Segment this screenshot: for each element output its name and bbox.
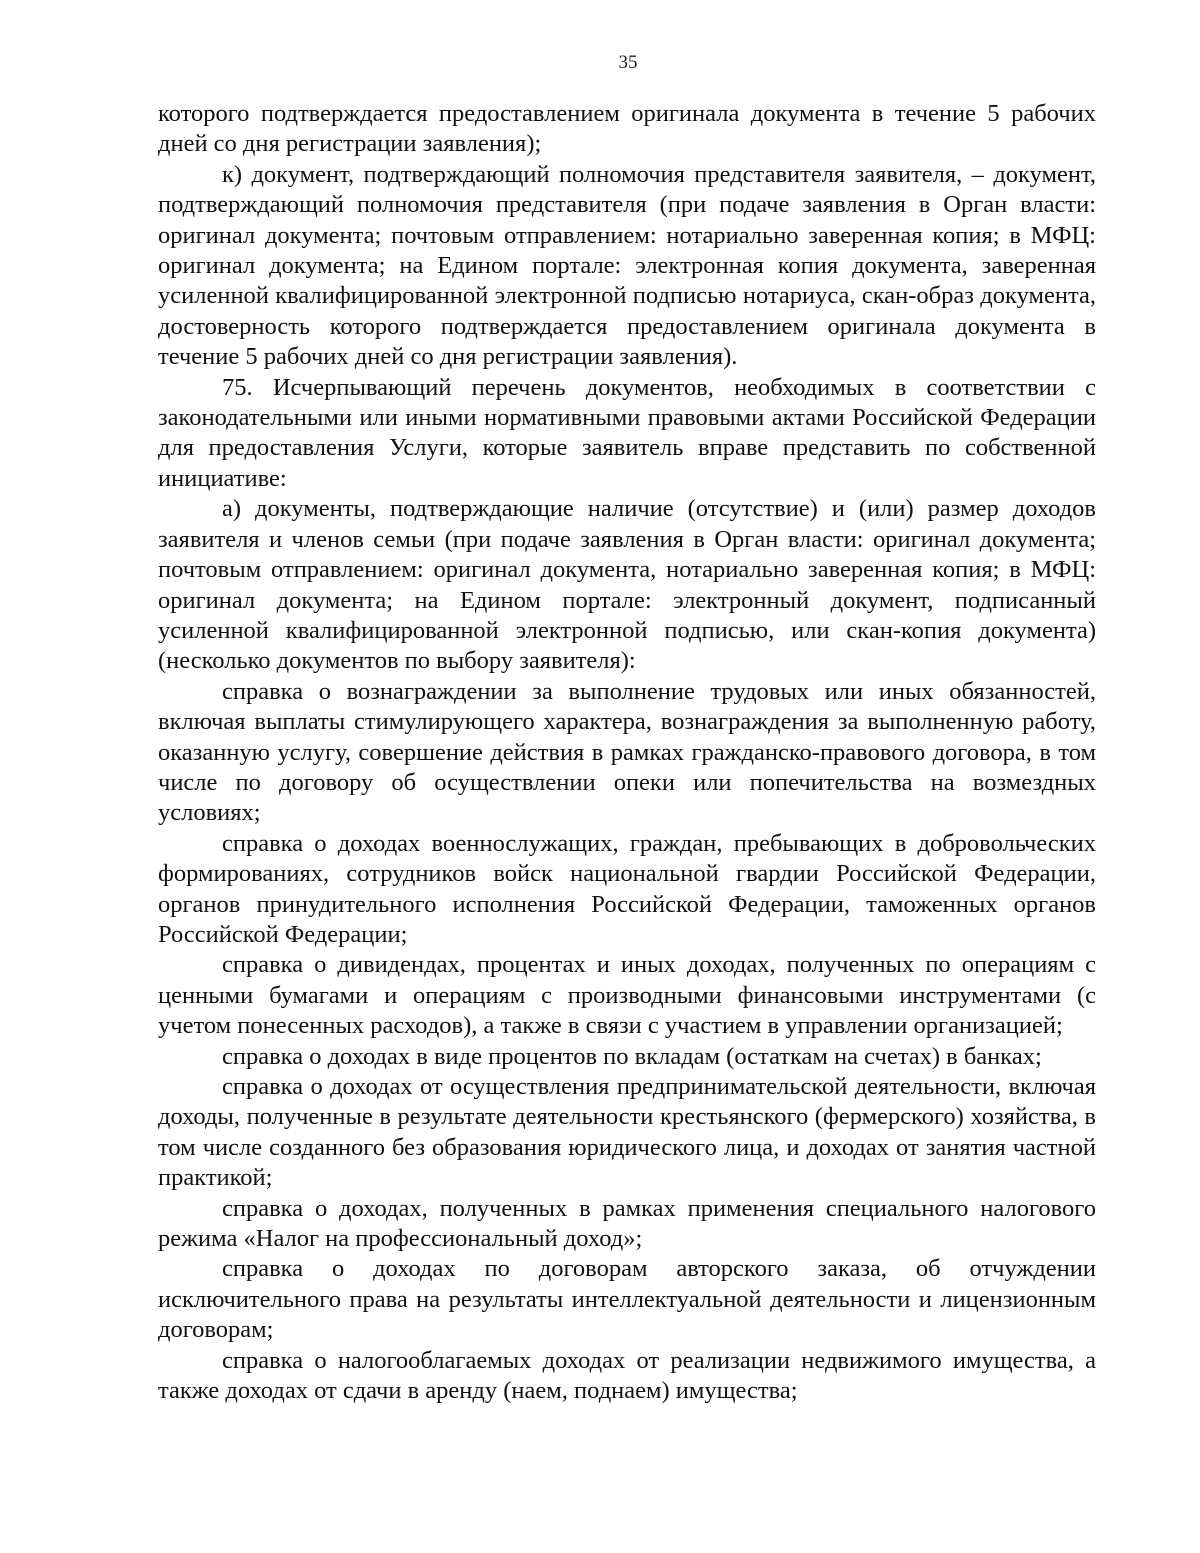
paragraph-75: 75. Исчерпывающий перечень документов, необходимых в соответствии с законодательными или иными нормативными правовыми актами Российской Федерации для предоставления Услуги, которые заявитель вправе представить по собственной инициативе: [158,373,1096,492]
paragraph-certificate-real-estate: справка о налогооблагаемых доходах от реализации недвижимого имущества, а также доходах от сдачи в аренду (наем, поднаем) имущества; [158,1346,1096,1405]
paragraph-certificate-business: справка о доходах от осуществления предпринимательской деятельности, включая доходы, полученные в результате деятельности крестьянского (фермерского) хозяйства, в том числе созданного без образования юридического лица, и доходах от занятия частной практикой; [158,1073,1096,1192]
paragraph-certificate-dividends: справка о дивидендах, процентах и иных доходах, полученных по операциям с ценными бумагами и операциям с производными финансовыми инструментами (с учетом понесенных расходов), а также в связи с участием в управлении организацией; [158,951,1096,1040]
paragraph-item-k: к) документ, подтверждающий полномочия представителя заявителя, – документ, подтверждающий полномочия представителя (при подаче заявления в Орган власти: оригинал документа; почтовым отправлением: нотариально заверенная копия; в МФЦ: оригинал документа; на Едином портале: электронная копия документа, заверенная усиленной квалифицированной электронной подписью нотариуса, скан-образ документа, достоверность которого подтверждается предоставлением оригинала документа в течение 5 рабочих дней со дня регистрации заявления). [158,160,1096,371]
page-number: 35 [618,52,638,73]
paragraph-continuation: которого подтверждается предоставлением оригинала документа в течение 5 рабочих дней со дня регистрации заявления); [158,100,1096,158]
document-body [158,99,1096,1406]
paragraph-certificate-copyright: справка о доходах по договорам авторского заказа, об отчуждении исключительного права на результаты интеллектуальной деятельности и лицензионным договорам; [158,1255,1096,1344]
paragraph-certificate-deposits: справка о доходах в виде процентов по вкладам (остаткам на счетах) в банках; [222,1042,1042,1070]
paragraph-certificate-remuneration: справка о вознаграждении за выполнение трудовых или иных обязанностей, включая выплаты стимулирующего характера, вознаграждения за выполненную работу, оказанную услугу, совершение действия в рамках гражданско-правового договора, в том числе по договору об осуществлении опеки или попечительства на возмездных условиях; [158,677,1096,827]
paragraph-item-a: а) документы, подтверждающие наличие (отсутствие) и (или) размер доходов заявителя и членов семьи (при подаче заявления в Орган власти: оригинал документа; почтовым отправлением: оригинал документа, нотариально заверенная копия; в МФЦ: оригинал документа; на Едином портале: электронный документ, подписанный усиленной квалифицированной электронной подписью, или скан-копия документа) (несколько документов по выбору заявителя): [158,495,1096,675]
paragraph-certificate-professional-tax: справка о доходах, полученных в рамках применения специального налогового режима «Налог на профессиональный доход»; [158,1194,1096,1253]
paragraph-certificate-military: справка о доходах военнослужащих, граждан, пребывающих в добровольческих формированиях, сотрудников войск национальной гвардии Российской Федерации, органов принудительного исполнения Российской Федерации, таможенных органов Российской Федерации; [158,829,1096,948]
